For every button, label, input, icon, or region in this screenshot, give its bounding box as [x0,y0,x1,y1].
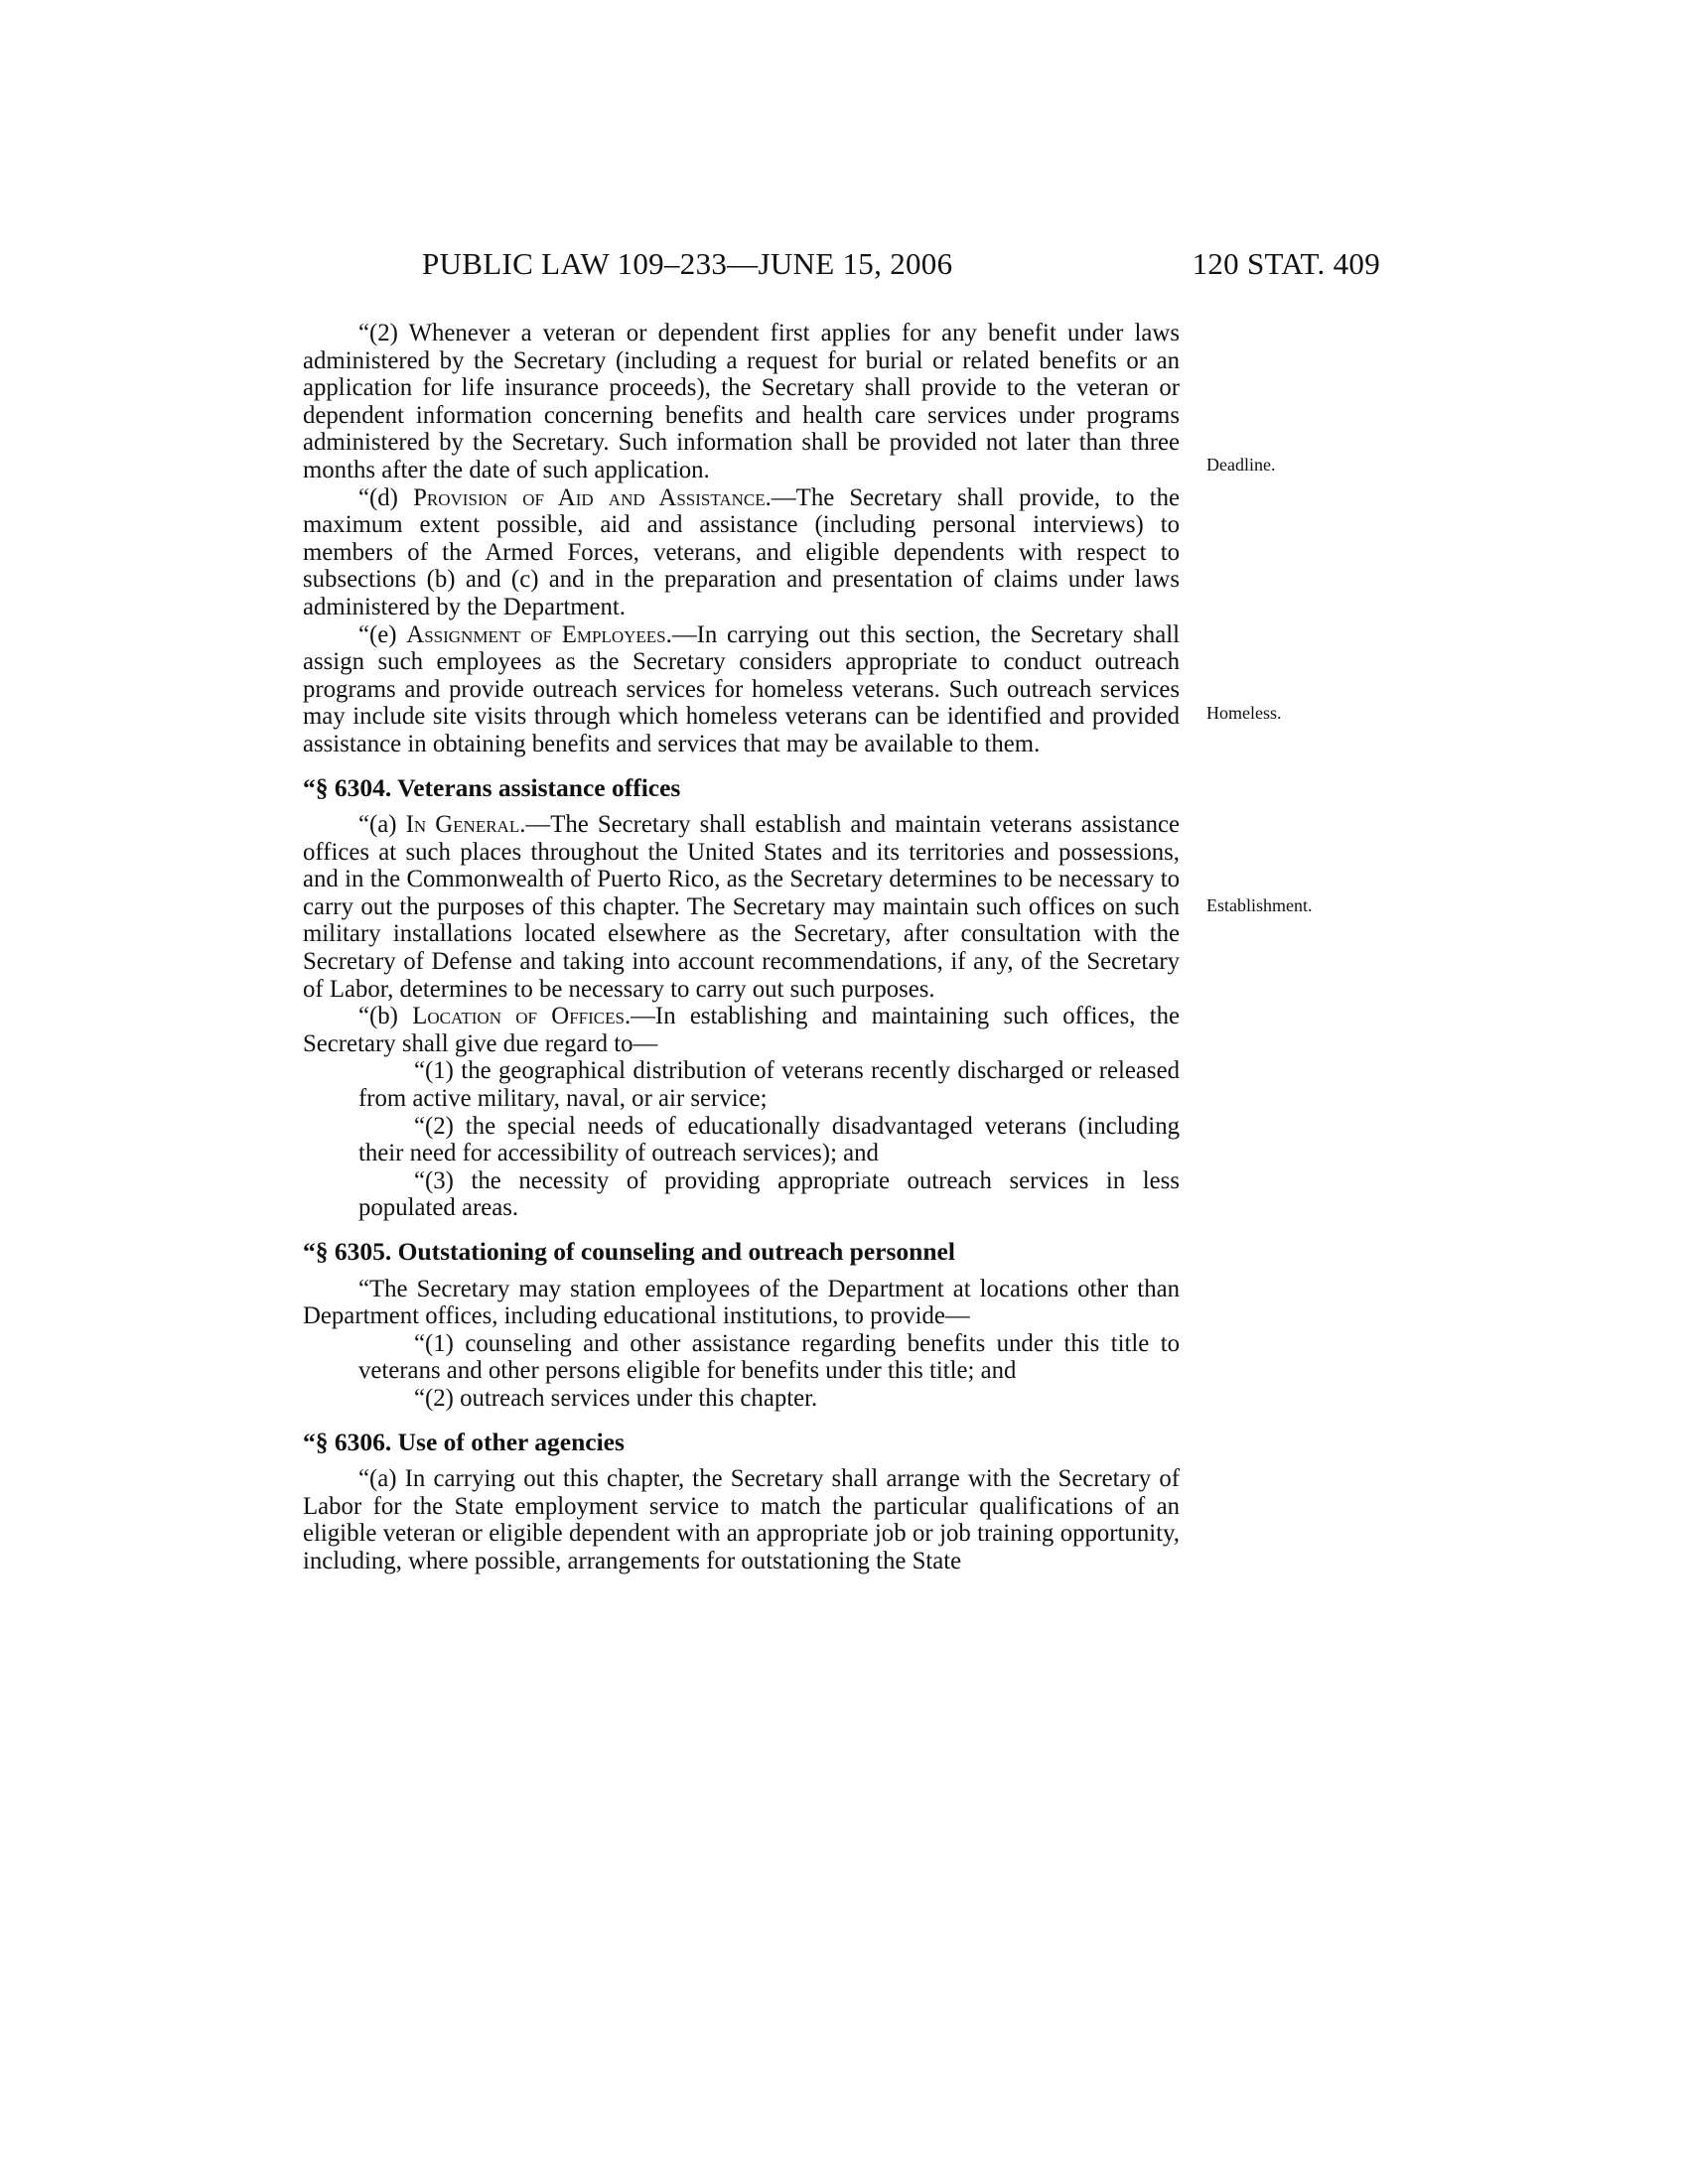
paragraph-e [303,621,1180,758]
paragraph-d-heading: Provision of Aid and Assistance [413,483,766,511]
paragraph-e-open: “(e) [358,620,407,648]
section-6304-b2: “(2) the special needs of educationally disadvantaged veterans (including their need for accessibility of outreach services); and [358,1112,1180,1167]
section-6305-item-2: “(2) outreach services under this chapter. [414,1384,818,1412]
section-6305-heading: “§ 6305. Outstationing of counseling and outreach personnel [303,1237,955,1266]
paragraph-e-heading: Assignment of Employees [406,620,666,648]
section-6304-a-heading: In General [405,811,520,839]
section-6304-b-text: .—In establishing and maintaining such offices, the Secretary shall give due regard to— [303,1003,1180,1057]
section-6304-heading: “§ 6304. Veterans assistance offices [303,772,681,802]
section-6304-b1: “(1) the geographical distribution of veterans recently discharged or released from active military, naval, or air service; [358,1057,1180,1113]
paragraph-e-text: .—In carrying out this section, the Secretary shall assign such employees as the Secretary considers appropriate to conduct outreach programs and provide outreach services for homeless veterans. Such outreach services may include site visits through which homeless veterans can be identified and provided assistance in obtaining benefits and services that may be available to them. [303,620,1180,757]
section-6304-b-heading: Location of Offices [412,1003,625,1030]
paragraph-d-text: .—The Secretary shall provide, to the maximum extent possible, aid and assistance (including personal interviews) to members of the Armed Forces, veterans, and eligible dependents with respect to subsections (b) and (c) and in the preparation and presentation of claims under laws administered by the Department. [303,483,1181,620]
section-6304-b3: “(3) the necessity of providing appropriate outreach services in less populated areas. [358,1166,1180,1222]
margin-note-establishment: Establishment. [1206,895,1313,915]
paragraph-d-open: “(d) [358,483,414,511]
paragraph-c2: “(2) Whenever a veteran or dependent first applies for any benefit under laws administered by the Secretary (including a request for burial or related benefits or an application for life insurance proceeds), the Secretary shall provide to the veteran or dependent information concerning benefits and health care services under programs administered by the Secretary. Such information shall be provided not later than three months after the date of such application. [303,320,1180,483]
section-6304-b-open: “(b) [358,1003,413,1030]
header-title: PUBLIC LAW 109–233—JUNE 15, 2006 [422,246,953,281]
section-6304-b [303,1003,1180,1057]
page-header [298,246,1380,290]
section-6305-text: “The Secretary may station employees of the Department at locations other than Department offices, including educational institutions, to provide— [303,1275,1180,1330]
section-6306-heading: “§ 6306. Use of other agencies [303,1427,625,1456]
margin-note-homeless: Homeless. [1206,703,1282,723]
section-6306-a: “(a) In carrying out this chapter, the Secretary shall arrange with the Secretary of Labor for the State employment service to match the particular qualifications of an eligible veteran or eligible dependent with an appropriate job or job training opportunity, including, where possible, arrangements for outstationing the State [303,1465,1180,1574]
paragraph-d [303,484,1180,621]
document-body [303,320,1180,1575]
section-6304-a [303,811,1180,1003]
section-6304-a-open: “(a) [358,811,406,839]
section-6305-item-1: “(1) counseling and other assistance regarding benefits under this title to veterans and other persons eligible for benefits under this title; and [358,1329,1180,1385]
margin-note-deadline: Deadline. [1206,455,1276,475]
header-page-number: 120 STAT. 409 [1192,246,1380,281]
section-6304-a-text: .—The Secretary shall establish and maintain veterans assistance offices at such places throughout the United States and its territories and possessions, and in the Commonwealth of Puerto Rico, as the Secretary determines to be necessary to carry out the purposes of this chapter. The Secretary may maintain such offices on such military installations located elsewhere as the Secretary, after consultation with the Secretary of Defense and taking into account recommendations, if any, of the Secretary of Labor, determines to be necessary to carry out such purposes. [303,811,1180,1003]
